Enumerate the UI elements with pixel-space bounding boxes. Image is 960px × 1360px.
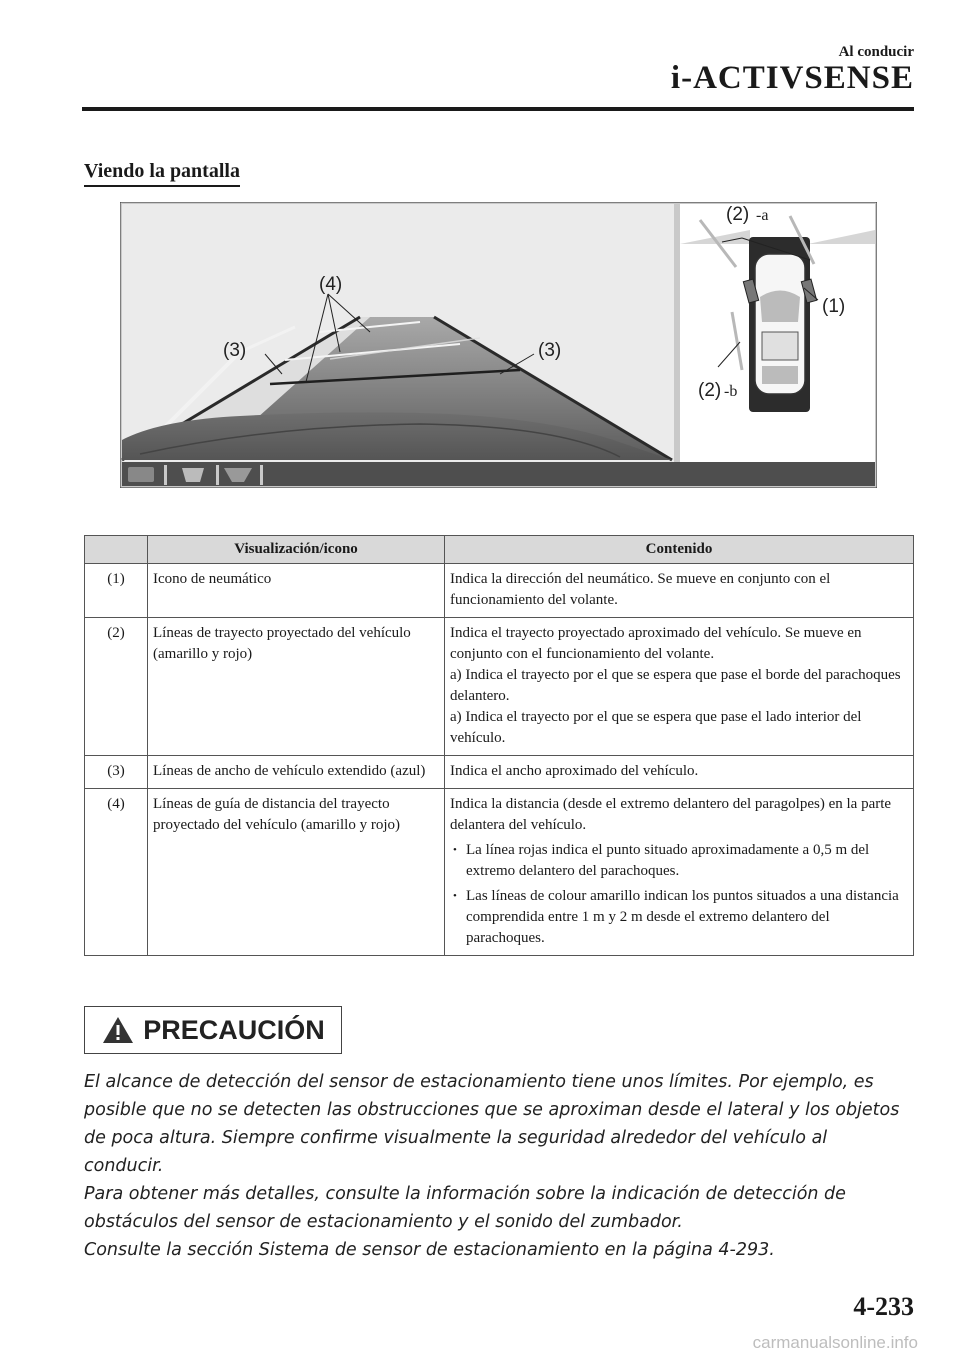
- callout-1-label: (1): [822, 296, 846, 317]
- table-header-visualization: Visualización/icono: [148, 536, 445, 564]
- top-view: [680, 204, 875, 462]
- row-visualization: Líneas de guía de distancia del trayecto proyectado del vehículo (amarillo y rojo): [148, 789, 445, 956]
- header-section: Al conducir: [838, 44, 914, 60]
- header-rule: [82, 107, 914, 111]
- row-content: [445, 618, 914, 756]
- table-row: [85, 618, 914, 756]
- table-row: [85, 789, 914, 956]
- content-paragraph: a) Indica el trayecto por el que se espera que pase el borde del parachoques delantero.: [450, 667, 901, 704]
- caution-line: El alcance de detección del sensor de estacionamiento tiene unos límites. Por ejemplo, es: [84, 1072, 874, 1092]
- caution-line: de poca altura. Siempre confirme visualmente la seguridad alrededor del vehículo al: [84, 1128, 828, 1148]
- table-row: [85, 756, 914, 789]
- row-content: [445, 564, 914, 618]
- caution-line: Para obtener más detalles, consulte la información sobre la indicación de detección de: [84, 1184, 846, 1204]
- parking-sensor-icon: [128, 467, 154, 482]
- table-row: [85, 564, 914, 618]
- callout-3-left-label: (3): [223, 340, 247, 361]
- table-header-content: Contenido: [445, 536, 914, 564]
- callout-2b-label: (2): [698, 380, 722, 401]
- caution-line: posible que no se detecten las obstrucciones que se aproximan desde el lateral y los objetos: [84, 1100, 900, 1120]
- section-title: Viendo la pantalla: [84, 160, 240, 187]
- row-content: [445, 756, 914, 789]
- caution-line: obstáculos del sensor de estacionamiento y el sonido del zumbador.: [84, 1212, 683, 1232]
- row-number: (2): [85, 618, 148, 756]
- row-content: [445, 789, 914, 956]
- caution-line: Consulte la sección Sistema de sensor de estacionamiento en la página 4-293.: [84, 1240, 775, 1260]
- front-camera-view: [122, 204, 674, 462]
- row-number: (4): [85, 789, 148, 956]
- display-icon-table: [84, 535, 914, 956]
- status-bar: [122, 462, 875, 486]
- page-number: 4-233: [853, 1292, 914, 1321]
- caution-line: conducir.: [84, 1156, 164, 1176]
- watermark: carmanualsonline.info: [752, 1333, 918, 1352]
- content-paragraph: a) Indica el trayecto por el que se espera que pase el lado interior del vehículo.: [450, 709, 862, 746]
- caution-heading-box: [84, 1006, 342, 1054]
- table-header-row: [85, 536, 914, 564]
- content-paragraph: Indica el trayecto proyectado aproximado del vehículo. Se mueve en conjunto con el funcionamiento del volante.: [450, 625, 862, 662]
- caution-title: PRECAUCIÓN: [143, 1014, 325, 1045]
- callout-2a-label: (2): [726, 204, 750, 225]
- warning-triangle-icon: [101, 1015, 135, 1045]
- row-number: (3): [85, 756, 148, 789]
- callout-4-label: (4): [319, 274, 343, 295]
- content-paragraph: Indica la dirección del neumático. Se mueve en conjunto con el funcionamiento del volante.: [450, 571, 831, 608]
- row-number: (1): [85, 564, 148, 618]
- callout-2b-suffix: -b: [724, 383, 738, 400]
- content-bullet: • Las líneas de colour amarillo indican los puntos situados a una distancia comprendida entre 1 m y 2 m desde el extremo delantero del parachoques.: [450, 886, 908, 949]
- camera-display-figure: [120, 202, 877, 488]
- content-paragraph: Indica el ancho aproximado del vehículo.: [450, 763, 699, 779]
- header-chapter-title: i-ACTIVSENSE: [670, 60, 914, 96]
- content-paragraph: Indica la distancia (desde el extremo delantero del paragolpes) en la parte delantera del vehículo.: [450, 796, 892, 833]
- table-header-num: [85, 536, 148, 564]
- row-visualization: Icono de neumático: [148, 564, 445, 618]
- callout-2a-suffix: -a: [756, 207, 769, 224]
- callout-3-right-label: (3): [538, 340, 562, 361]
- caution-text-block: [84, 1068, 914, 1264]
- row-visualization: Líneas de trayecto proyectado del vehículo (amarillo y rojo): [148, 618, 445, 756]
- content-bullet: • La línea rojas indica el punto situado aproximadamente a 0,5 m del extremo delantero del parachoques.: [450, 840, 908, 882]
- row-visualization: Líneas de ancho de vehículo extendido (azul): [148, 756, 445, 789]
